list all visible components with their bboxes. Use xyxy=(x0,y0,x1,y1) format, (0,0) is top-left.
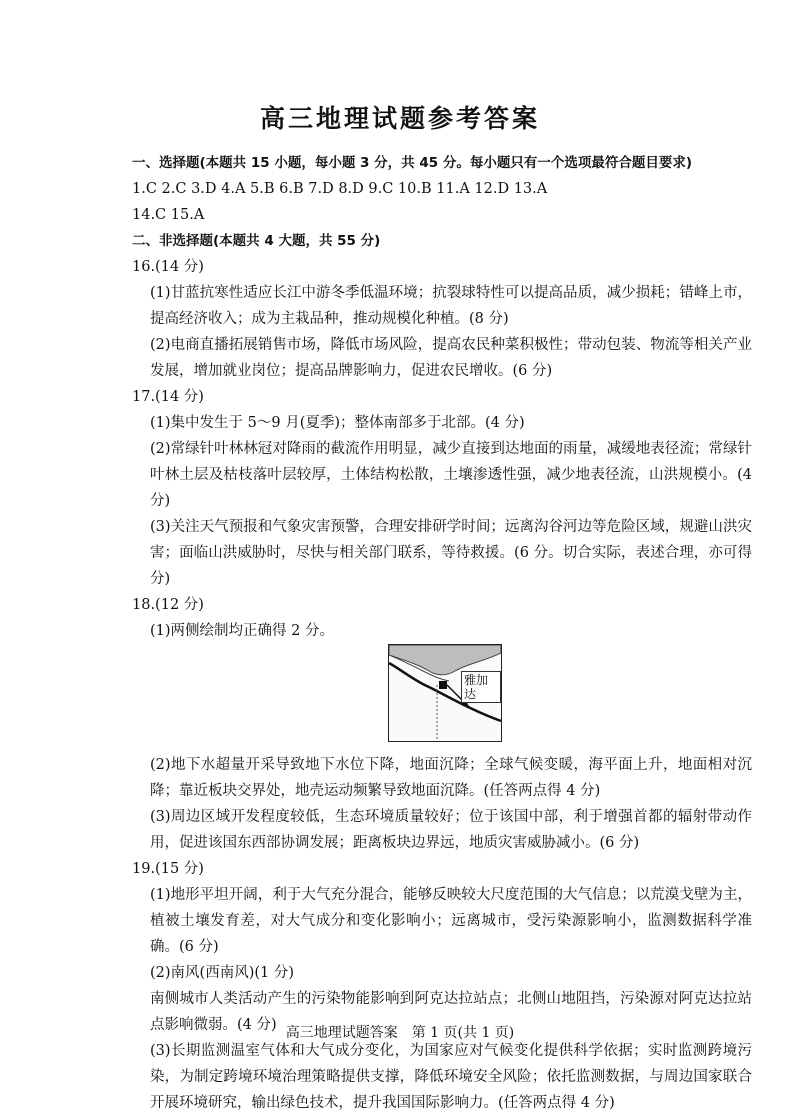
q17-answer-3: (3)关注天气预报和气象灾害预警，合理安排研学时间；远离沟谷河边等危险区域，规避山洪灾害；面临山洪威胁时，尽快与相关部门联系，等待救援。(6 分。切合实际，表述合理，亦可得分) xyxy=(150,519,752,587)
choice-answers-line1: 1.C 2.C 3.D 4.A 5.B 6.B 7.D 8.D 9.C 10.B 11.A 12.D 13.A xyxy=(132,181,548,197)
jakarta-map xyxy=(388,644,502,742)
q16-label: 16.(14 分) xyxy=(132,259,204,275)
q18-answer-2: (2)地下水超量开采导致地下水位下降，地面沉降；全球气候变暖，海平面上升，地面相对沉降；靠近板块交界处，地壳运动频繁导致地面沉降。(任答两点得 4 分) xyxy=(150,757,752,799)
q19-answer-3: (3)长期监测温室气体和大气成分变化，为国家应对气候变化提供科学依据；实时监测跨境污染，为制定跨境环境治理策略提供支撑，降低环境安全风险；依托监测数据，与周边国家联合开展环境研究，输出绿色技术，提升我国国际影响力。(任答两点得 4 分) xyxy=(150,1043,752,1111)
page-footer: 高三地理试题答案 第 1 页(共 1 页) xyxy=(285,1025,515,1041)
q18-answer-1: (1)两侧绘制均正确得 2 分。 xyxy=(150,623,334,639)
section1-heading: 一、选择题(本题共 15 小题，每小题 3 分，共 45 分。每小题只有一个选项最符合题目要求) xyxy=(132,155,693,171)
choice-answers-line2: 14.C 15.A xyxy=(132,207,205,223)
q18-map-figure xyxy=(132,644,752,752)
q17-answer-2: (2)常绿针叶林林冠对降雨的截流作用明显，减少直接到达地面的雨量，减缓地表径流；常绿针叶林土层及枯枝落叶层较厚，土体结构松散，土壤渗透性强，减少地表径流，山洪规模小。(4 分) xyxy=(150,441,752,509)
q16-answer-2: (2)电商直播拓展销售市场，降低市场风险，提高农民种菜积极性；带动包装、物流等相关产业发展，增加就业岗位；提高品牌影响力，促进农民增收。(6 分) xyxy=(150,337,752,379)
page-title: 高三地理试题参考答案 xyxy=(259,104,540,133)
q19-answer-2: (2)南风(西南风)(1 分) xyxy=(150,965,295,981)
q18-answer-3: (3)周边区域开发程度较低，生态环境质量较好；位于该国中部，利于增强首都的辐射带动作用，促进该国东西部协调发展；距离板块边界远，地质灾害威胁减小。(6 分) xyxy=(150,809,752,851)
q18-label: 18.(12 分) xyxy=(132,597,204,613)
q19-label: 19.(15 分) xyxy=(132,861,204,877)
q19-answer-1: (1)地形平坦开阔，利于大气充分混合，能够反映较大尺度范围的大气信息；以荒漠戈壁为主，植被土壤发育差，对大气成分和变化影响小；远离城市，受污染源影响小，监测数据科学准确。(6 分) xyxy=(150,887,752,955)
q16-answer-1: (1)甘蓝抗寒性适应长江中游冬季低温环境；抗裂球特性可以提高品质，减少损耗；错峰上市，提高经济收入；成为主栽品种，推动规模化种植。(8 分) xyxy=(150,285,752,327)
map-label-jakarta: 雅加达 xyxy=(461,671,501,703)
q17-answer-1: (1)集中发生于 5～9 月(夏季)；整体南部多于北部。(4 分) xyxy=(150,415,525,431)
section2-heading: 二、非选择题(本题共 4 大题，共 55 分) xyxy=(132,233,381,249)
answer-content xyxy=(132,150,752,1116)
q17-label: 17.(14 分) xyxy=(132,389,204,405)
q19-answer-2-detail: 南侧城市人类活动产生的污染物能影响到阿克达拉站点；北侧山地阻挡，污染源对阿克达拉站点影响微弱。(4 分) xyxy=(150,991,752,1033)
